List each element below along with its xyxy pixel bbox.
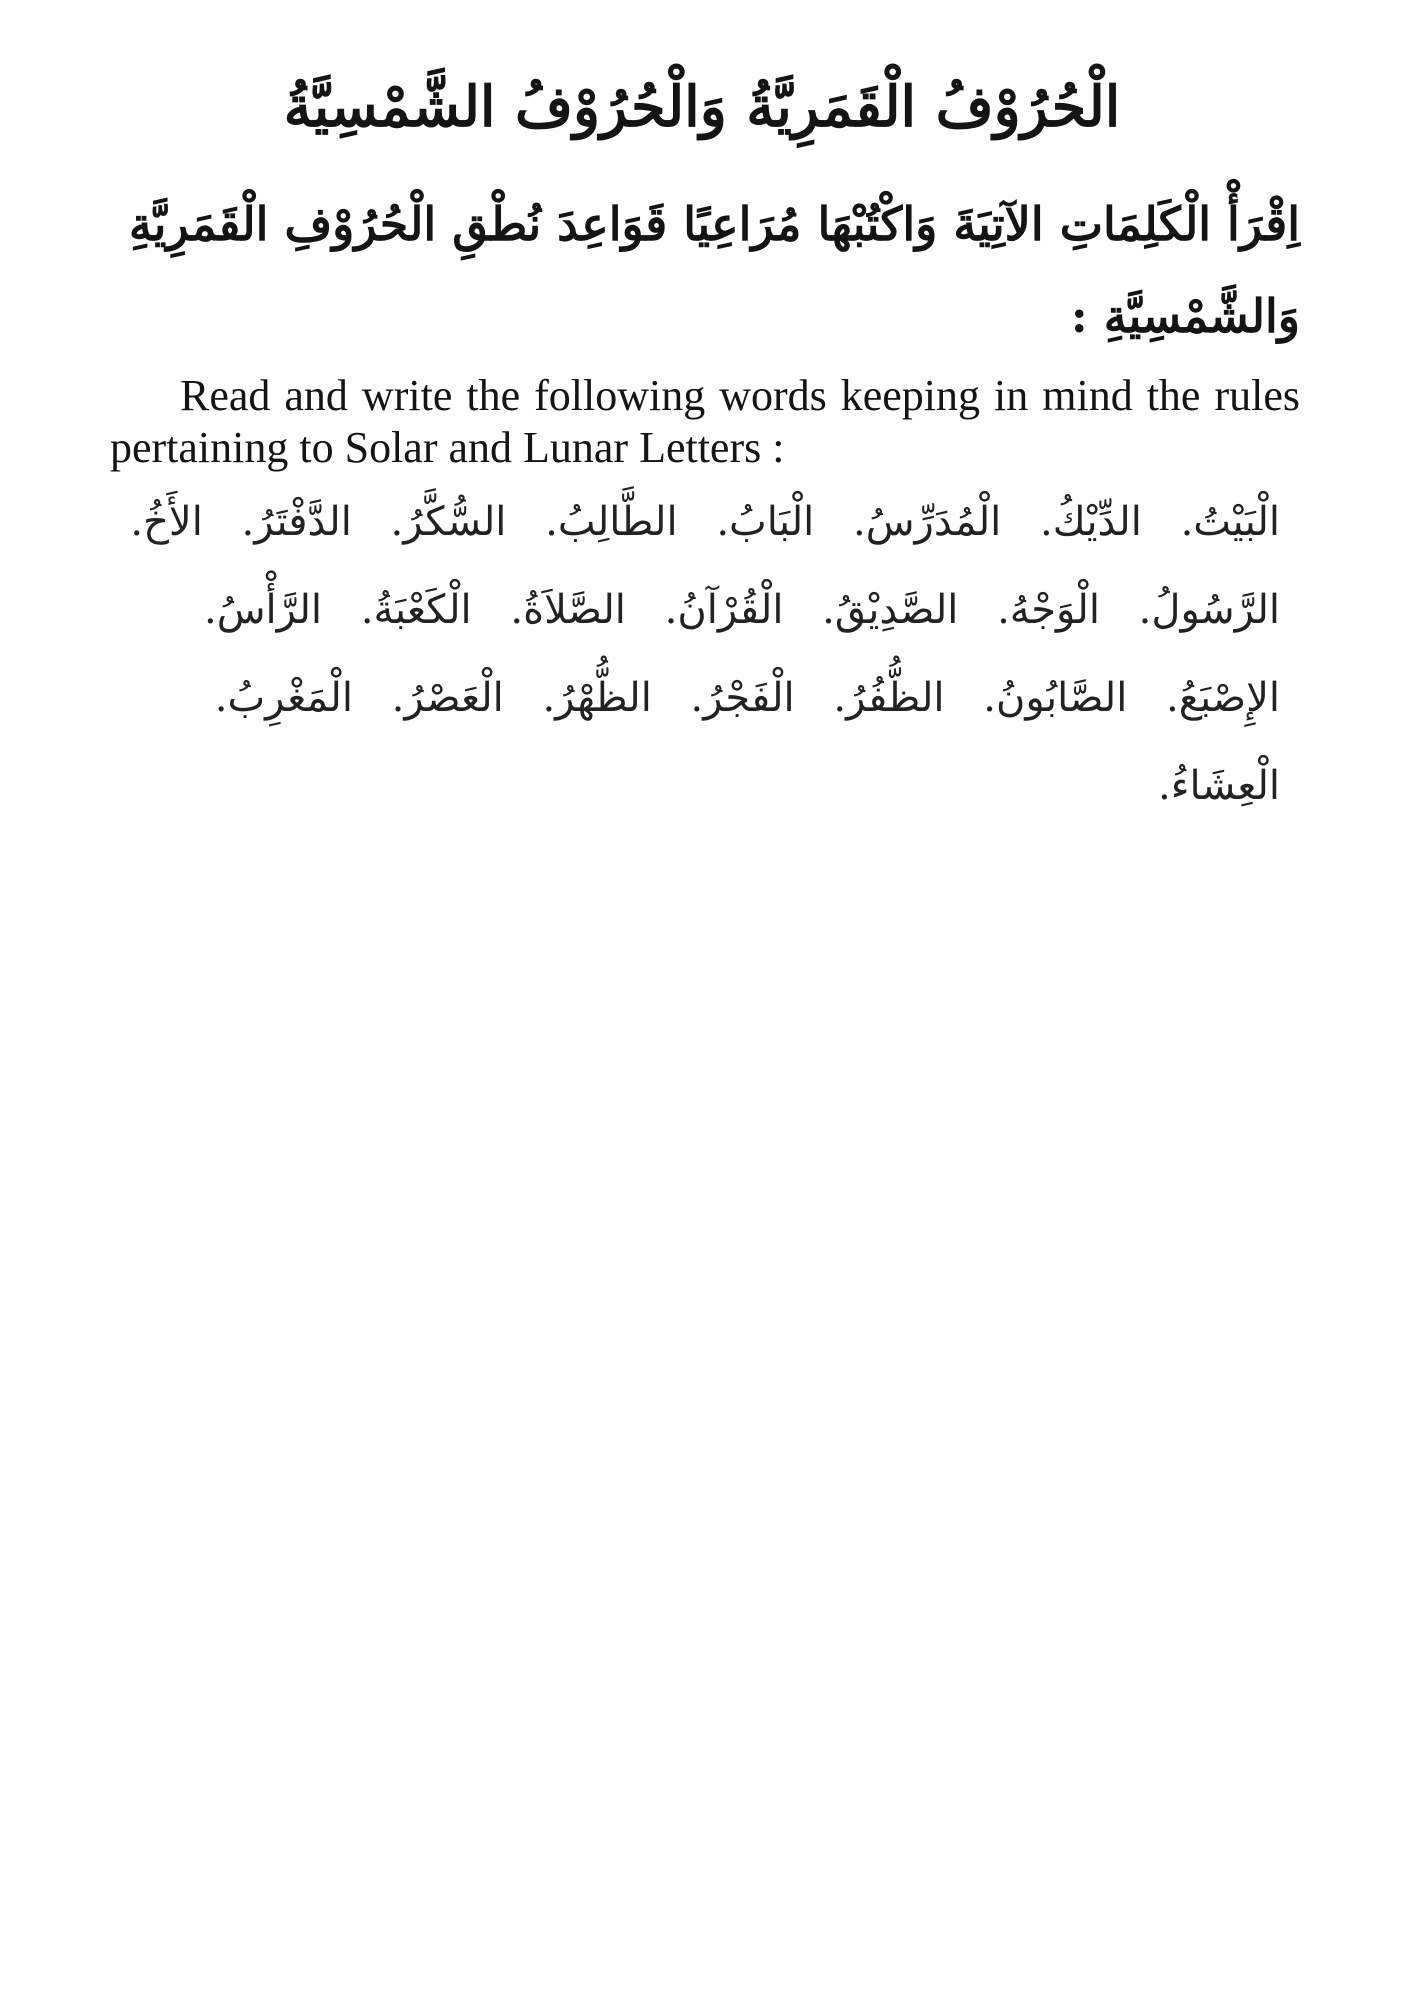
word-item: الْبَيْتُ.	[1180, 499, 1280, 545]
word-item: الْبَابُ.	[716, 499, 815, 545]
arabic-instruction: اِقْرَأْ الْكَلِمَاتِ الآتِيَةَ وَاكْتُبْهَا مُرَاعِيًا قَوَاعِدَ نُطْقِ الْحُرُوْفِ الْقَمَرِيَّةِ وَالشَّمْسِيَّةِ :	[128, 197, 1300, 343]
word-item: الْمُدَرِّسُ.	[852, 499, 1002, 545]
word-item: الظُّهْرُ.	[542, 675, 652, 721]
word-item: الْعَصْرُ.	[391, 675, 504, 721]
word-line-1	[120, 478, 1280, 566]
word-item: الدَّفْتَرُ.	[241, 499, 352, 545]
word-item: الْعِشَاءُ.	[1158, 763, 1280, 809]
word-item: الْفَجْرُ.	[690, 675, 795, 721]
word-item: الصَّدِيْقُ.	[822, 587, 959, 633]
word-item: الظُّفُرُ.	[833, 675, 945, 721]
word-item: السُّكَّرُ.	[390, 499, 507, 545]
word-item: الصَّابُونُ.	[983, 675, 1128, 721]
word-item: الْوَجْهُ.	[997, 587, 1100, 633]
word-item: الْقُرْآنُ.	[664, 587, 784, 633]
english-instruction: Read and write the following words keeping in mind the rules pertaining to Solar and Lunar Letters :	[110, 371, 1300, 472]
word-line-3	[120, 654, 1280, 742]
word-list	[120, 478, 1280, 830]
word-item: الرَّأْسُ.	[204, 587, 323, 633]
word-item: الرَّسُولُ.	[1138, 587, 1280, 633]
word-item: الصَّلاَةُ.	[510, 587, 626, 633]
word-item: الدِّيْكُ.	[1039, 499, 1142, 545]
word-item: الإِصْبَعُ.	[1166, 675, 1280, 721]
word-line-2	[120, 566, 1280, 654]
page-title: الْحُرُوْفُ الْقَمَرِيَّةُ وَالْحُرُوْفُ الشَّمْسِيَّةُ	[283, 74, 1121, 140]
word-item: الطَّالِبُ.	[545, 499, 678, 545]
word-item: الْكَعْبَةُ.	[360, 587, 472, 633]
word-line-4	[120, 742, 1280, 830]
word-item: الْمَغْرِبُ.	[214, 675, 353, 721]
word-item: الأَخُ.	[130, 499, 203, 545]
